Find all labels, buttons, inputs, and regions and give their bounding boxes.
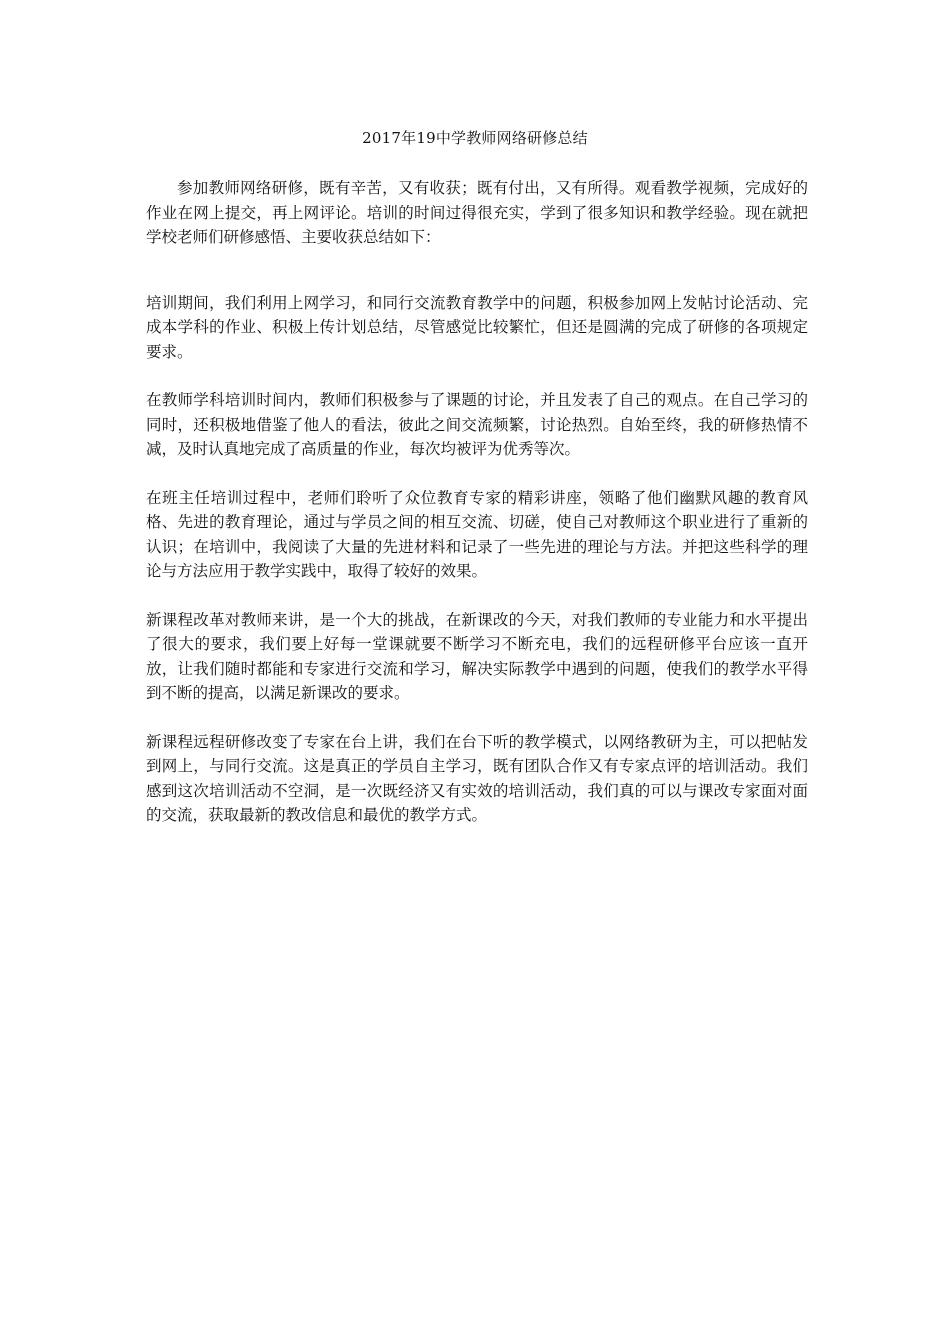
paragraph-subject-training: 在教师学科培训时间内，教师们积极参与了课题的讨论，并且发表了自己的观点。在自己学习的同时，还积极地借鉴了他人的看法，彼此之间交流频繁，讨论热烈。自始至终，我的研修热情不减，及时认真地完成了高质量的作业，每次均被评为优秀等次。 (146, 391, 808, 458)
paragraph-intro: 参加教师网络研修，既有辛苦，又有收获；既有付出，又有所得。观看教学视频，完成好的作业在网上提交，再上网评论。培训的时间过得很充实，学到了很多知识和教学经验。现在就把学校老师们研修感悟、主要收获总结如下： (146, 179, 808, 246)
paragraph-head-teacher-training: 在班主任培训过程中，老师们聆听了众位教育专家的精彩讲座，领略了他们幽默风趣的教育风格、先进的教育理论，通过与学员之间的相互交流、切磋，使自己对教师这个职业进行了重新的认识；在培训中，我阅读了大量的先进材料和记录了一些先进的理论与方法。并把这些科学的理论与方法应用于教学实践中，取得了较好的效果。 (146, 488, 808, 580)
paragraph-curriculum-reform: 新课程改革对教师来讲，是一个大的挑战，在新课改的今天，对我们教师的专业能力和水平提出了很大的要求，我们要上好每一堂课就要不断学习不断充电，我们的远程研修平台应该一直开放，让我们随时都能和专家进行交流和学习，解决实际教学中遇到的问题，使我们的教学水平得到不断的提高，以满足新课改的要求。 (146, 610, 808, 702)
document-title: 2017年19中学教师网络研修总结 (362, 129, 588, 147)
paragraph-training-period: 培训期间，我们利用上网学习，和同行交流教育教学中的问题，积极参加网上发帖讨论活动、完成本学科的作业、积极上传计划总结，尽管感觉比较繁忙，但还是圆满的完成了研修的各项规定要求。 (146, 293, 808, 361)
paragraph-remote-training: 新课程远程研修改变了专家在台上讲，我们在台下听的教学模式，以网络教研为主，可以把帖发到网上，与同行交流。这是真正的学员自主学习，既有团队合作又有专家点评的培训活动。我们感到这次培训活动不空洞，是一次既经济又有实效的培训活动，我们真的可以与课改专家面对面的交流，获取最新的教改信息和最优的教学方式。 (146, 732, 808, 824)
document-body (146, 176, 808, 852)
